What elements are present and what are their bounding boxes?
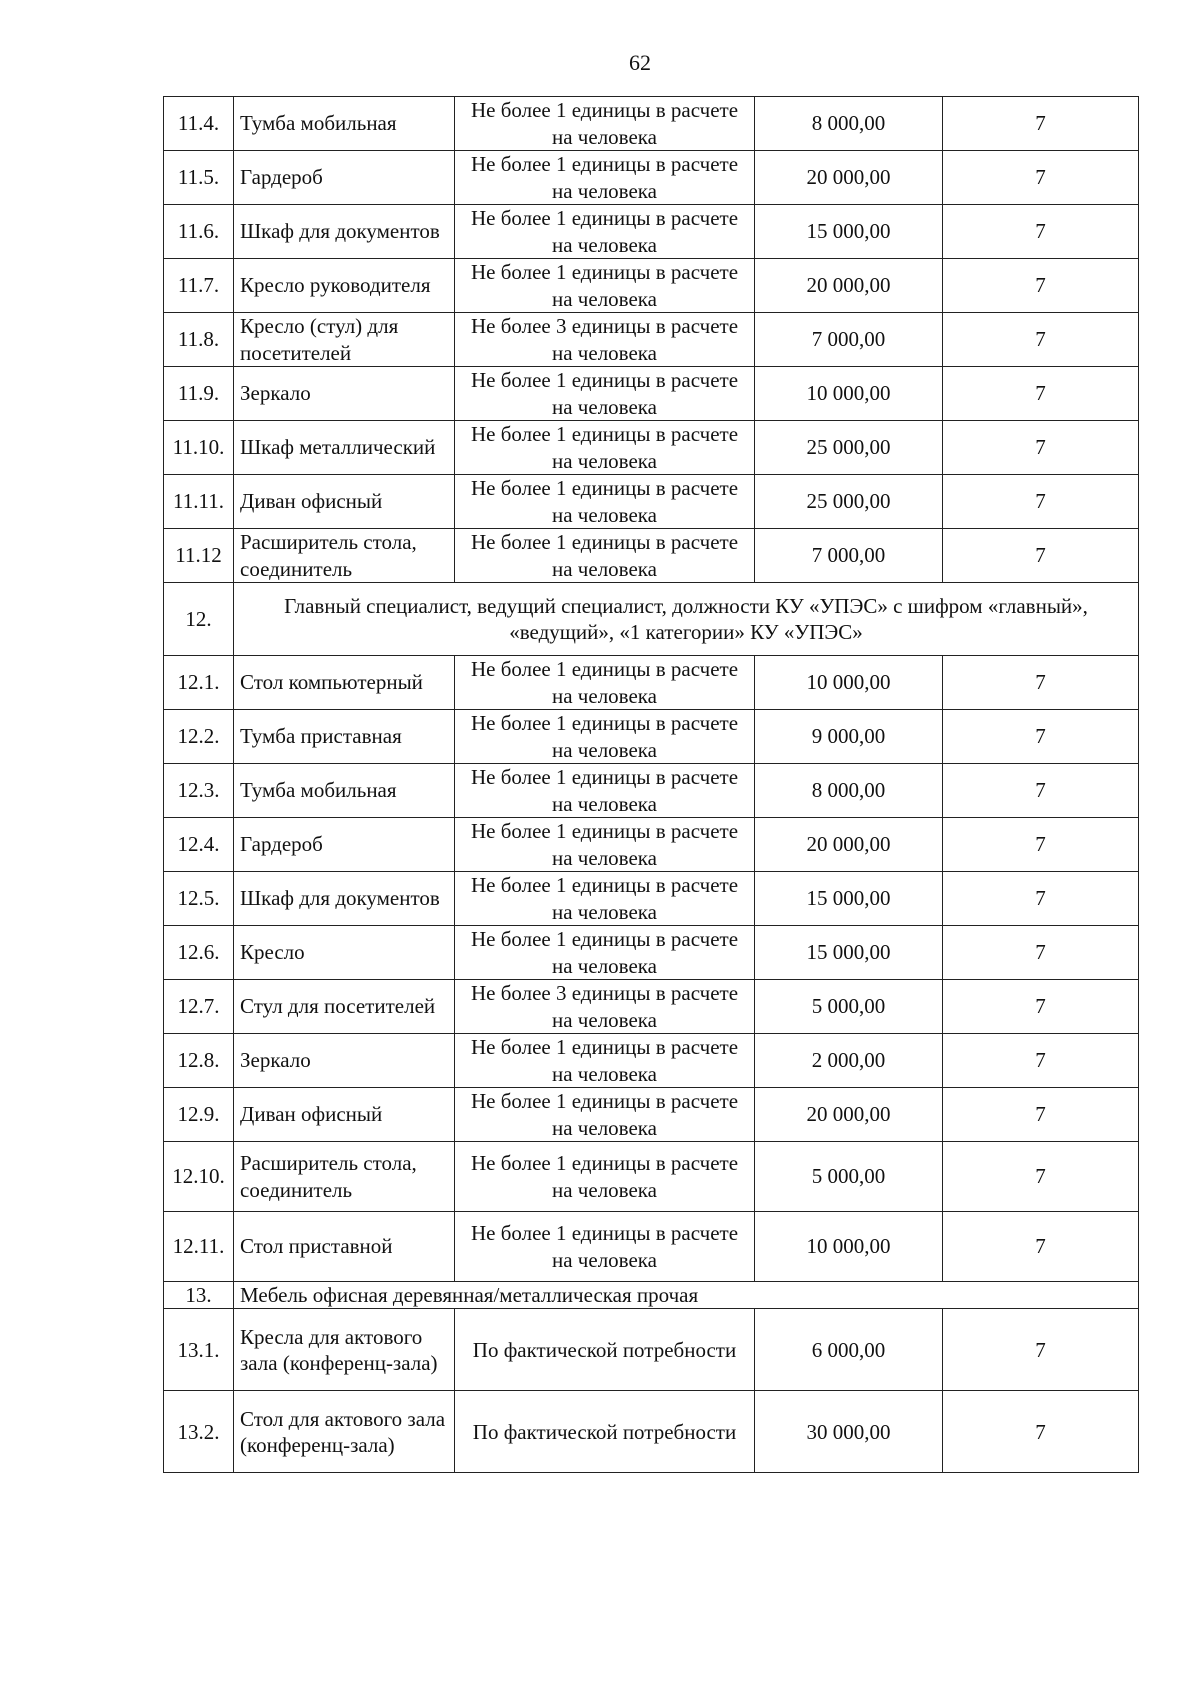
table-row bbox=[164, 710, 1139, 764]
item-norm: Не более 1 единицы в расчете на человека bbox=[455, 1212, 755, 1282]
item-name: Гардероб bbox=[234, 151, 455, 205]
item-norm: Не более 1 единицы в расчете на человека bbox=[455, 818, 755, 872]
norms-table bbox=[163, 96, 1139, 1473]
item-price: 5 000,00 bbox=[755, 1142, 943, 1212]
table-row bbox=[164, 1142, 1139, 1212]
item-name: Кресло руководителя bbox=[234, 259, 455, 313]
item-price: 9 000,00 bbox=[755, 710, 943, 764]
item-name: Кресла для актового зала (конференц-зала) bbox=[234, 1309, 455, 1391]
item-norm: Не более 1 единицы в расчете на человека bbox=[455, 1142, 755, 1212]
item-price: 25 000,00 bbox=[755, 421, 943, 475]
item-norm: Не более 1 единицы в расчете на человека bbox=[455, 1034, 755, 1088]
item-term: 7 bbox=[943, 656, 1139, 710]
table-row bbox=[164, 872, 1139, 926]
table-row bbox=[164, 151, 1139, 205]
table-row bbox=[164, 818, 1139, 872]
table-row bbox=[164, 1391, 1139, 1473]
item-price: 7 000,00 bbox=[755, 313, 943, 367]
table-row bbox=[164, 980, 1139, 1034]
item-norm: Не более 1 единицы в расчете на человека bbox=[455, 764, 755, 818]
row-number: 11.7. bbox=[164, 259, 234, 313]
item-norm: Не более 1 единицы в расчете на человека bbox=[455, 529, 755, 583]
row-number: 13.2. bbox=[164, 1391, 234, 1473]
item-term: 7 bbox=[943, 710, 1139, 764]
item-name: Гардероб bbox=[234, 818, 455, 872]
table-row bbox=[164, 205, 1139, 259]
item-name: Шкаф для документов bbox=[234, 205, 455, 259]
item-name: Кресло bbox=[234, 926, 455, 980]
item-name: Шкаф металлический bbox=[234, 421, 455, 475]
table-row bbox=[164, 475, 1139, 529]
table-row bbox=[164, 259, 1139, 313]
item-price: 25 000,00 bbox=[755, 475, 943, 529]
item-norm: Не более 1 единицы в расчете на человека bbox=[455, 205, 755, 259]
row-number: 12.3. bbox=[164, 764, 234, 818]
item-term: 7 bbox=[943, 1391, 1139, 1473]
item-price: 7 000,00 bbox=[755, 529, 943, 583]
item-name: Тумба мобильная bbox=[234, 764, 455, 818]
section-number: 13. bbox=[164, 1282, 234, 1309]
row-number: 12.9. bbox=[164, 1088, 234, 1142]
row-number: 11.11. bbox=[164, 475, 234, 529]
item-term: 7 bbox=[943, 1212, 1139, 1282]
item-name: Зеркало bbox=[234, 1034, 455, 1088]
table-row bbox=[164, 1034, 1139, 1088]
item-term: 7 bbox=[943, 872, 1139, 926]
item-price: 8 000,00 bbox=[755, 97, 943, 151]
item-norm: Не более 1 единицы в расчете на человека bbox=[455, 421, 755, 475]
row-number: 12.10. bbox=[164, 1142, 234, 1212]
item-norm: Не более 1 единицы в расчете на человека bbox=[455, 151, 755, 205]
item-price: 15 000,00 bbox=[755, 872, 943, 926]
item-norm: По фактической потребности bbox=[455, 1391, 755, 1473]
item-term: 7 bbox=[943, 205, 1139, 259]
item-term: 7 bbox=[943, 97, 1139, 151]
table-row bbox=[164, 1309, 1139, 1391]
item-norm: Не более 3 единицы в расчете на человека bbox=[455, 313, 755, 367]
item-term: 7 bbox=[943, 926, 1139, 980]
table-row bbox=[164, 97, 1139, 151]
item-term: 7 bbox=[943, 421, 1139, 475]
row-number: 12.2. bbox=[164, 710, 234, 764]
item-name: Тумба мобильная bbox=[234, 97, 455, 151]
item-term: 7 bbox=[943, 259, 1139, 313]
item-norm: Не более 1 единицы в расчете на человека bbox=[455, 475, 755, 529]
section-row bbox=[164, 583, 1139, 656]
item-term: 7 bbox=[943, 1034, 1139, 1088]
row-number: 11.5. bbox=[164, 151, 234, 205]
item-price: 10 000,00 bbox=[755, 656, 943, 710]
item-price: 10 000,00 bbox=[755, 367, 943, 421]
section-title: Главный специалист, ведущий специалист, должности КУ «УПЭС» с шифром «главный», «ведущий», «1 категории» КУ «УПЭС» bbox=[234, 583, 1139, 656]
item-name: Тумба приставная bbox=[234, 710, 455, 764]
item-norm: Не более 1 единицы в расчете на человека bbox=[455, 926, 755, 980]
row-number: 11.4. bbox=[164, 97, 234, 151]
item-price: 20 000,00 bbox=[755, 818, 943, 872]
row-number: 12.11. bbox=[164, 1212, 234, 1282]
row-number: 12.5. bbox=[164, 872, 234, 926]
section-title: Мебель офисная деревянная/металлическая прочая bbox=[234, 1282, 1139, 1309]
item-price: 6 000,00 bbox=[755, 1309, 943, 1391]
item-norm: Не более 1 единицы в расчете на человека bbox=[455, 97, 755, 151]
item-term: 7 bbox=[943, 764, 1139, 818]
item-price: 15 000,00 bbox=[755, 926, 943, 980]
item-norm: Не более 1 единицы в расчете на человека bbox=[455, 872, 755, 926]
item-price: 30 000,00 bbox=[755, 1391, 943, 1473]
item-name: Стол приставной bbox=[234, 1212, 455, 1282]
item-name: Шкаф для документов bbox=[234, 872, 455, 926]
item-norm: Не более 1 единицы в расчете на человека bbox=[455, 1088, 755, 1142]
item-name: Кресло (стул) для посетителей bbox=[234, 313, 455, 367]
item-term: 7 bbox=[943, 1309, 1139, 1391]
table-row bbox=[164, 656, 1139, 710]
item-term: 7 bbox=[943, 980, 1139, 1034]
table-row bbox=[164, 1088, 1139, 1142]
item-price: 20 000,00 bbox=[755, 259, 943, 313]
row-number: 12.4. bbox=[164, 818, 234, 872]
item-price: 8 000,00 bbox=[755, 764, 943, 818]
item-term: 7 bbox=[943, 818, 1139, 872]
item-price: 20 000,00 bbox=[755, 1088, 943, 1142]
row-number: 11.8. bbox=[164, 313, 234, 367]
row-number: 12.7. bbox=[164, 980, 234, 1034]
item-term: 7 bbox=[943, 367, 1139, 421]
item-name: Зеркало bbox=[234, 367, 455, 421]
item-term: 7 bbox=[943, 1142, 1139, 1212]
item-norm: Не более 1 единицы в расчете на человека bbox=[455, 367, 755, 421]
item-term: 7 bbox=[943, 1088, 1139, 1142]
item-norm: Не более 1 единицы в расчете на человека bbox=[455, 259, 755, 313]
row-number: 12.1. bbox=[164, 656, 234, 710]
row-number: 13.1. bbox=[164, 1309, 234, 1391]
item-norm: По фактической потребности bbox=[455, 1309, 755, 1391]
item-name: Диван офисный bbox=[234, 1088, 455, 1142]
item-name: Стол компьютерный bbox=[234, 656, 455, 710]
table-row bbox=[164, 421, 1139, 475]
page-number: 62 bbox=[629, 50, 651, 75]
section-row bbox=[164, 1282, 1139, 1309]
row-number: 11.10. bbox=[164, 421, 234, 475]
item-term: 7 bbox=[943, 529, 1139, 583]
item-name: Стул для посетителей bbox=[234, 980, 455, 1034]
table-row bbox=[164, 764, 1139, 818]
item-price: 20 000,00 bbox=[755, 151, 943, 205]
section-number: 12. bbox=[164, 583, 234, 656]
table-row bbox=[164, 367, 1139, 421]
row-number: 11.9. bbox=[164, 367, 234, 421]
row-number: 12.8. bbox=[164, 1034, 234, 1088]
item-price: 10 000,00 bbox=[755, 1212, 943, 1282]
item-term: 7 bbox=[943, 475, 1139, 529]
row-number: 11.6. bbox=[164, 205, 234, 259]
item-norm: Не более 1 единицы в расчете на человека bbox=[455, 656, 755, 710]
table-row bbox=[164, 313, 1139, 367]
table-row bbox=[164, 926, 1139, 980]
row-number: 11.12 bbox=[164, 529, 234, 583]
item-name: Расширитель стола, соединитель bbox=[234, 529, 455, 583]
item-price: 2 000,00 bbox=[755, 1034, 943, 1088]
item-term: 7 bbox=[943, 151, 1139, 205]
item-price: 15 000,00 bbox=[755, 205, 943, 259]
item-price: 5 000,00 bbox=[755, 980, 943, 1034]
item-name: Расширитель стола, соединитель bbox=[234, 1142, 455, 1212]
item-name: Стол для актового зала (конференц-зала) bbox=[234, 1391, 455, 1473]
row-number: 12.6. bbox=[164, 926, 234, 980]
table-row bbox=[164, 1212, 1139, 1282]
item-name: Диван офисный bbox=[234, 475, 455, 529]
item-norm: Не более 1 единицы в расчете на человека bbox=[455, 710, 755, 764]
item-term: 7 bbox=[943, 313, 1139, 367]
item-norm: Не более 3 единицы в расчете на человека bbox=[455, 980, 755, 1034]
table-row bbox=[164, 529, 1139, 583]
